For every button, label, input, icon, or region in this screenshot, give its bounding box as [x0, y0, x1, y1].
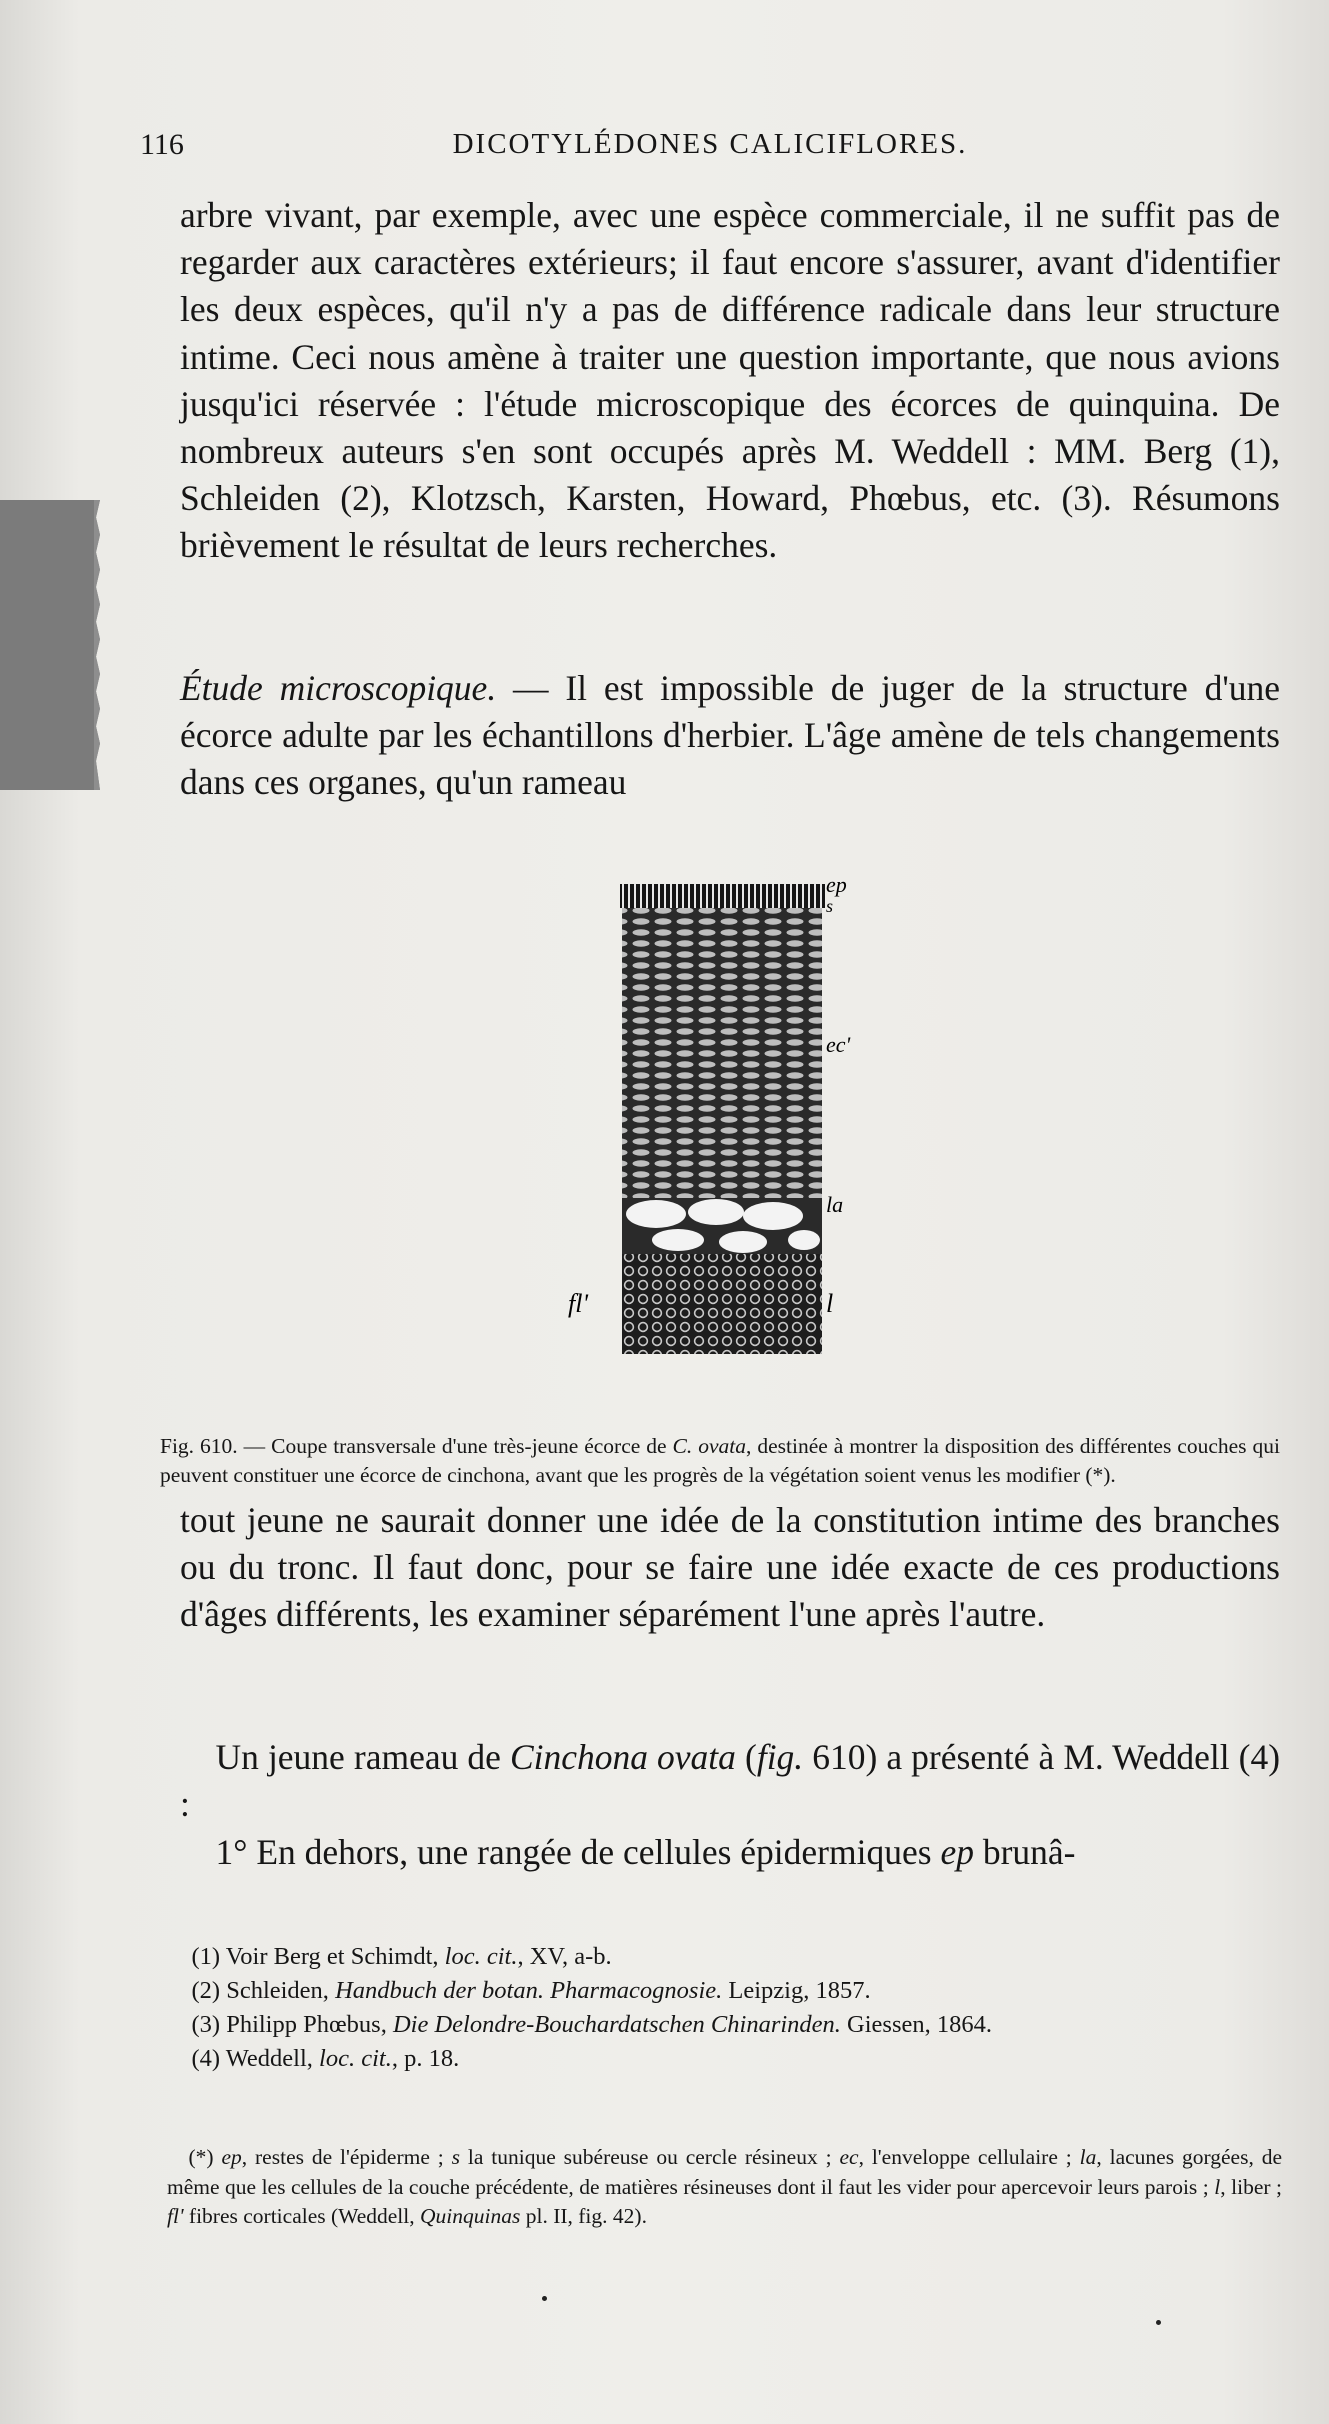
- paragraph-3: tout jeune ne saurait donner une idée de la constitution intime des branches ou du tronc. Il faut donc, pour se faire une idée exacte de ces productions d'âges différents, les examiner séparément l'une après l'autre.: [180, 1500, 1280, 1635]
- star-b: , restes de l'épiderme ;: [241, 2145, 452, 2169]
- p5-text-2: brunâ-: [973, 1832, 1076, 1872]
- footnote-3: [167, 2008, 1282, 2042]
- star-g: fibres corticales (Weddell,: [183, 2204, 421, 2228]
- bark-cross-section-figure: [568, 872, 858, 1358]
- fn2-a: (2) Schleiden,: [191, 1977, 336, 2004]
- page-number: 116: [140, 128, 184, 161]
- caption-species: C. ovata: [672, 1434, 747, 1458]
- footnote-1: [167, 1940, 1282, 1974]
- label-ec: ec': [826, 1032, 851, 1057]
- star-q: Quinquinas: [420, 2204, 521, 2228]
- lacunae-layer: [622, 1198, 822, 1254]
- star-ep: ep: [221, 2145, 242, 2169]
- figure-footnote: [167, 2143, 1282, 2232]
- ink-speck: [542, 2296, 547, 2301]
- running-head: DICOTYLÉDONES CALICIFLORES.: [452, 128, 968, 160]
- fn4-b: , p. 18.: [391, 2045, 460, 2072]
- epidermis-layer: [620, 884, 825, 908]
- paper-tab: [0, 500, 100, 790]
- cellular-envelope-layer: [622, 908, 822, 1198]
- p4-text-1: Un jeune rameau de: [215, 1737, 510, 1777]
- label-la: la: [826, 1192, 844, 1217]
- caption-text-1: Fig. 610. — Coupe transversale d'une très-jeune écorce de: [160, 1434, 673, 1458]
- paragraph-2-text: — Il est impossible de juger de la structure d'une écorce adulte par les échantillons d'herbier. L'âge amène de tels changements dans ces organes, qu'un rameau: [180, 668, 1280, 803]
- p4-text-3: 610) a présenté à M. Weddell (4) :: [180, 1737, 1281, 1825]
- fn3-a: (3) Philipp Phœbus,: [191, 2011, 393, 2038]
- p5-text-1: 1° En dehors, une rangée de cellules épidermiques: [215, 1832, 941, 1872]
- paragraph-5: [180, 1829, 1280, 1876]
- star-s: s: [451, 2145, 460, 2169]
- section-heading: Étude microscopique.: [180, 668, 497, 708]
- liber-layer: [622, 1254, 822, 1354]
- caption-text-2: , destinée à montrer la disposition des différentes couches qui peuvent constituer une écorce de cinchona, avant que les progrès de la végétation soient venus les modifier (*).: [160, 1434, 1280, 1487]
- star-c: la tunique subéreuse ou cercle résineux ;: [460, 2145, 840, 2169]
- star-f: , liber ;: [1220, 2174, 1282, 2199]
- star-a: (*): [188, 2145, 222, 2169]
- p5-ep: ep: [940, 1832, 974, 1872]
- fn4-a: (4) Weddell,: [191, 2045, 320, 2072]
- ink-speck: [1156, 2320, 1161, 2325]
- label-fl: fl': [568, 1289, 589, 1318]
- footnotes: [167, 1940, 1282, 2076]
- fn1-a: (1) Voir Berg et Schimdt,: [191, 1943, 445, 1970]
- fn3-b: Giessen, 1864.: [840, 2011, 992, 2038]
- star-la: la: [1079, 2145, 1097, 2169]
- fn3-it: Die Delondre-Bouchardatschen Chinarinden.: [392, 2011, 841, 2038]
- paragraph-4: [180, 1734, 1280, 1828]
- footnote-2: [167, 1974, 1282, 2008]
- fn2-b: Leipzig, 1857.: [722, 1977, 871, 2004]
- fn4-it: loc. cit.: [319, 2045, 392, 2072]
- footnote-4: [167, 2042, 1282, 2076]
- page-header: [140, 128, 1280, 168]
- star-h: pl. II, fig. 42).: [520, 2204, 647, 2228]
- fn2-it: Handbuch der botan. Pharmacognosie.: [335, 1977, 723, 2004]
- paragraph-2: [180, 665, 1280, 807]
- star-ec: ec: [839, 2145, 859, 2169]
- star-e: , lacunes gorgées, de même que les cellules de la couche précédente, de matières résineuses dont il faut les vider pour apercevoir leurs parois ;: [167, 2145, 1282, 2199]
- fn1-b: , XV, a-b.: [517, 1943, 612, 1970]
- p4-species: Cinchona ovata: [509, 1737, 736, 1777]
- figure-caption: [160, 1432, 1280, 1490]
- star-l: l: [1214, 2174, 1221, 2199]
- label-ep: ep: [826, 872, 847, 897]
- star-d: , l'enveloppe cellulaire ;: [858, 2145, 1080, 2169]
- star-fl: fl': [167, 2204, 184, 2228]
- p4-text-2: (: [735, 1737, 757, 1777]
- p4-fig: fig.: [756, 1737, 804, 1777]
- fn1-it: loc. cit.: [444, 1943, 518, 1970]
- label-s: s: [826, 896, 834, 916]
- paragraph-1: arbre vivant, par exemple, avec une espèce commerciale, il ne suffit pas de regarder aux caractères extérieurs; il faut encore s'assurer, avant d'identifier les deux espèces, qu'il n'y a pas de différence radicale dans leur structure intime. Ceci nous amène à traiter une question importante, que nous avions jusqu'ici réservée : l'étude microscopique des écorces de quinquina. De nombreux auteurs s'en sont occupés après M. Weddell : MM. Berg (1), Schleiden (2), Klotzsch, Karsten, Howard, Phœbus, etc. (3). Résumons brièvement le résultat de leurs recherches.: [180, 195, 1280, 566]
- label-l: l: [826, 1289, 834, 1318]
